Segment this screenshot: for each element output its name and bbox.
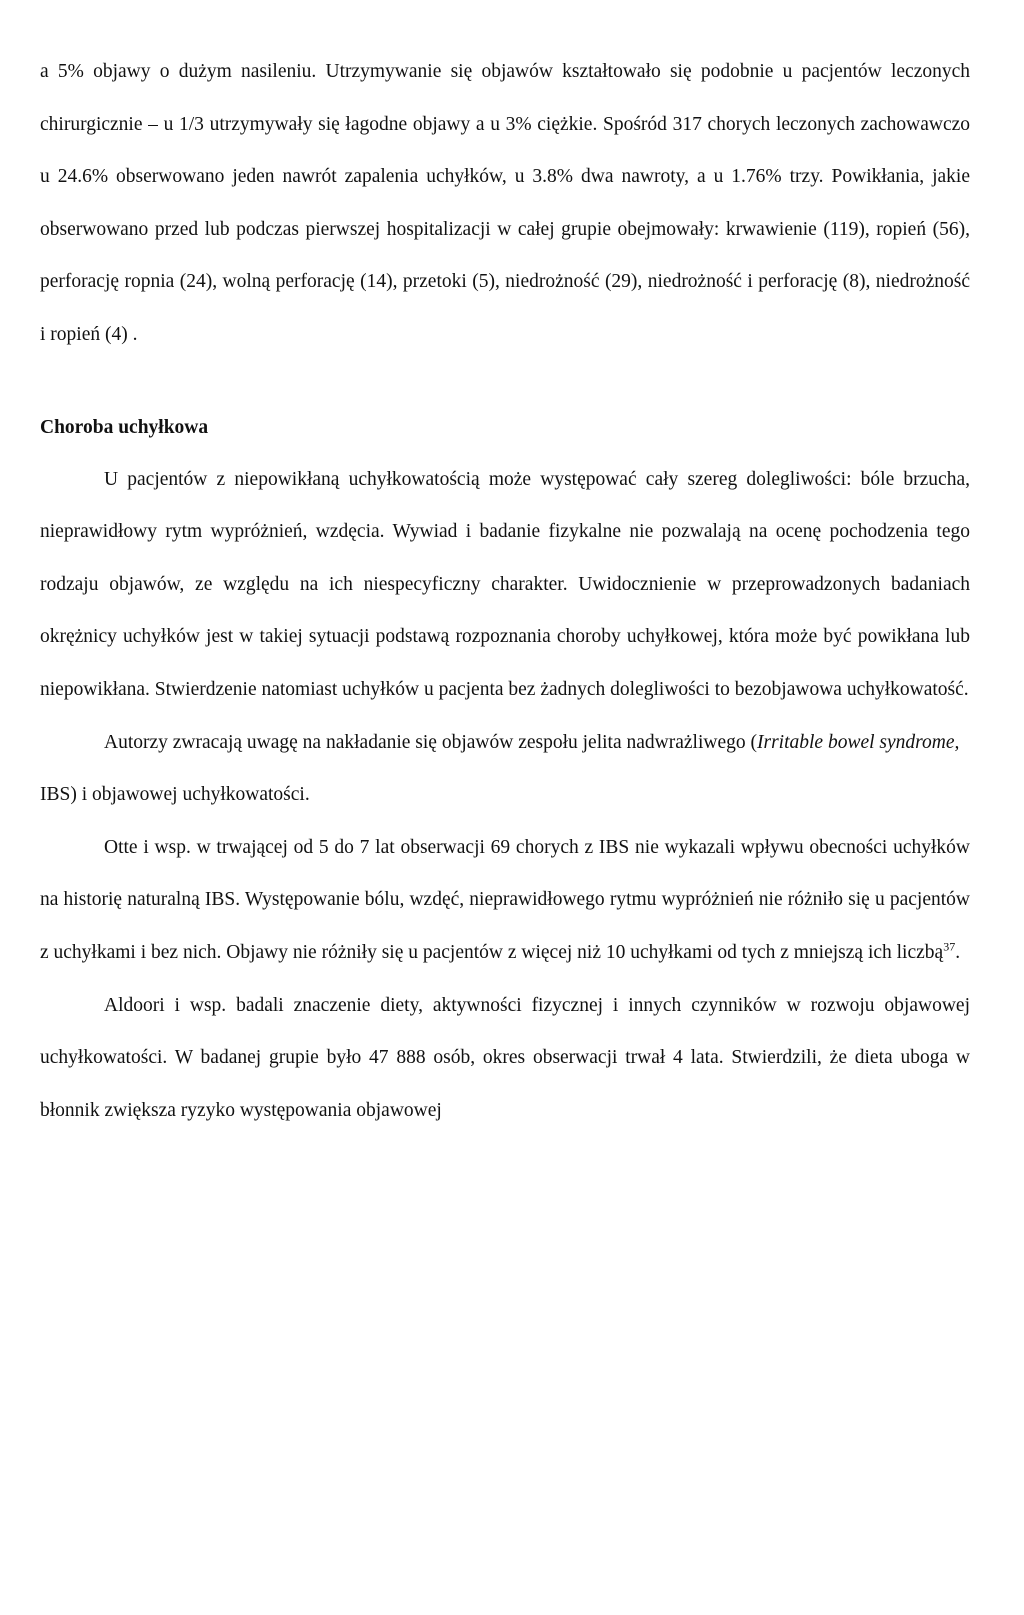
ibs-italic-term: Irritable bowel syndrome, xyxy=(756,731,960,753)
paragraph-ibs-overlap xyxy=(40,717,970,822)
paragraph-otte-study xyxy=(40,822,970,980)
ibs-text-start: Autorzy zwracają uwagę na nakładanie się objawów zespołu jelita nadwrażliwego ( xyxy=(104,731,757,753)
section-heading: Choroba uchyłkowa xyxy=(40,416,209,438)
citation-reference: 37 xyxy=(943,939,956,954)
paragraph-complications: a 5% objawy o dużym nasileniu. Utrzymywanie się objawów kształtowało się podobnie u pacjentów leczonych chirurgicznie – u 1/3 utrzymywały się łagodne objawy a u 3% ciężkie. Spośród 317 chorych leczonych zachowawczo u 24.6% obserwowano jeden nawrót zapalenia uchyłków, u 3.8% dwa nawroty, a u 1.76% trzy. Powikłania, jakie obserwowano przed lub podczas pierwszej hospitalizacji w całej grupie obejmowały: krwawienie (119), ropień (56), perforację ropnia (24), wolną perforację (14), przetoki (5), niedrożność (29), niedrożność i perforację (8), niedrożność i ropień (4) . xyxy=(40,61,970,345)
document-page xyxy=(40,46,970,1137)
otte-text-end: . xyxy=(955,941,961,963)
paragraph-aldoori-study: Aldoori i wsp. badali znaczenie diety, aktywności fizycznej i innych czynników w rozwoju objawowej uchyłkowatości. W badanej grupie było 47 888 osób, okres obserwacji trwał 4 lata. Stwierdzili, że dieta uboga w błonnik zwiększa ryzyko występowania objawowej xyxy=(40,994,970,1121)
otte-text: Otte i wsp. w trwającej od 5 do 7 lat obserwacji 69 chorych z IBS nie wykazali wpływu obecności uchyłków na historię naturalną IBS. Występowanie bólu, wzdęć, nieprawidłowego rytmu wypróżnień nie różniło się u pacjentów z uchyłkami i bez nich. Objawy nie różniły się u pacjentów z więcej niż 10 uchyłkami od tych z mniejszą ich liczbą xyxy=(40,836,970,963)
ibs-text-end: IBS) i objawowej uchyłkowatości. xyxy=(40,784,310,806)
paragraph-diverticular-disease: U pacjentów z niepowikłaną uchyłkowatością może występować cały szereg dolegliwości: bóle brzucha, nieprawidłowy rytm wypróżnień, wzdęcia. Wywiad i badanie fizykalne nie pozwalają na ocenę pochodzenia tego rodzaju objawów, ze względu na ich niespecyficzny charakter. Uwidocznienie w przeprowadzonych badaniach okrężnicy uchyłków jest w takiej sytuacji podstawą rozpoznania choroby uchyłkowej, która może być powikłana lub niepowikłana. Stwierdzenie natomiast uchyłków u pacjenta bez żadnych dolegliwości to bezobjawowa uchyłkowatość. xyxy=(40,468,970,700)
